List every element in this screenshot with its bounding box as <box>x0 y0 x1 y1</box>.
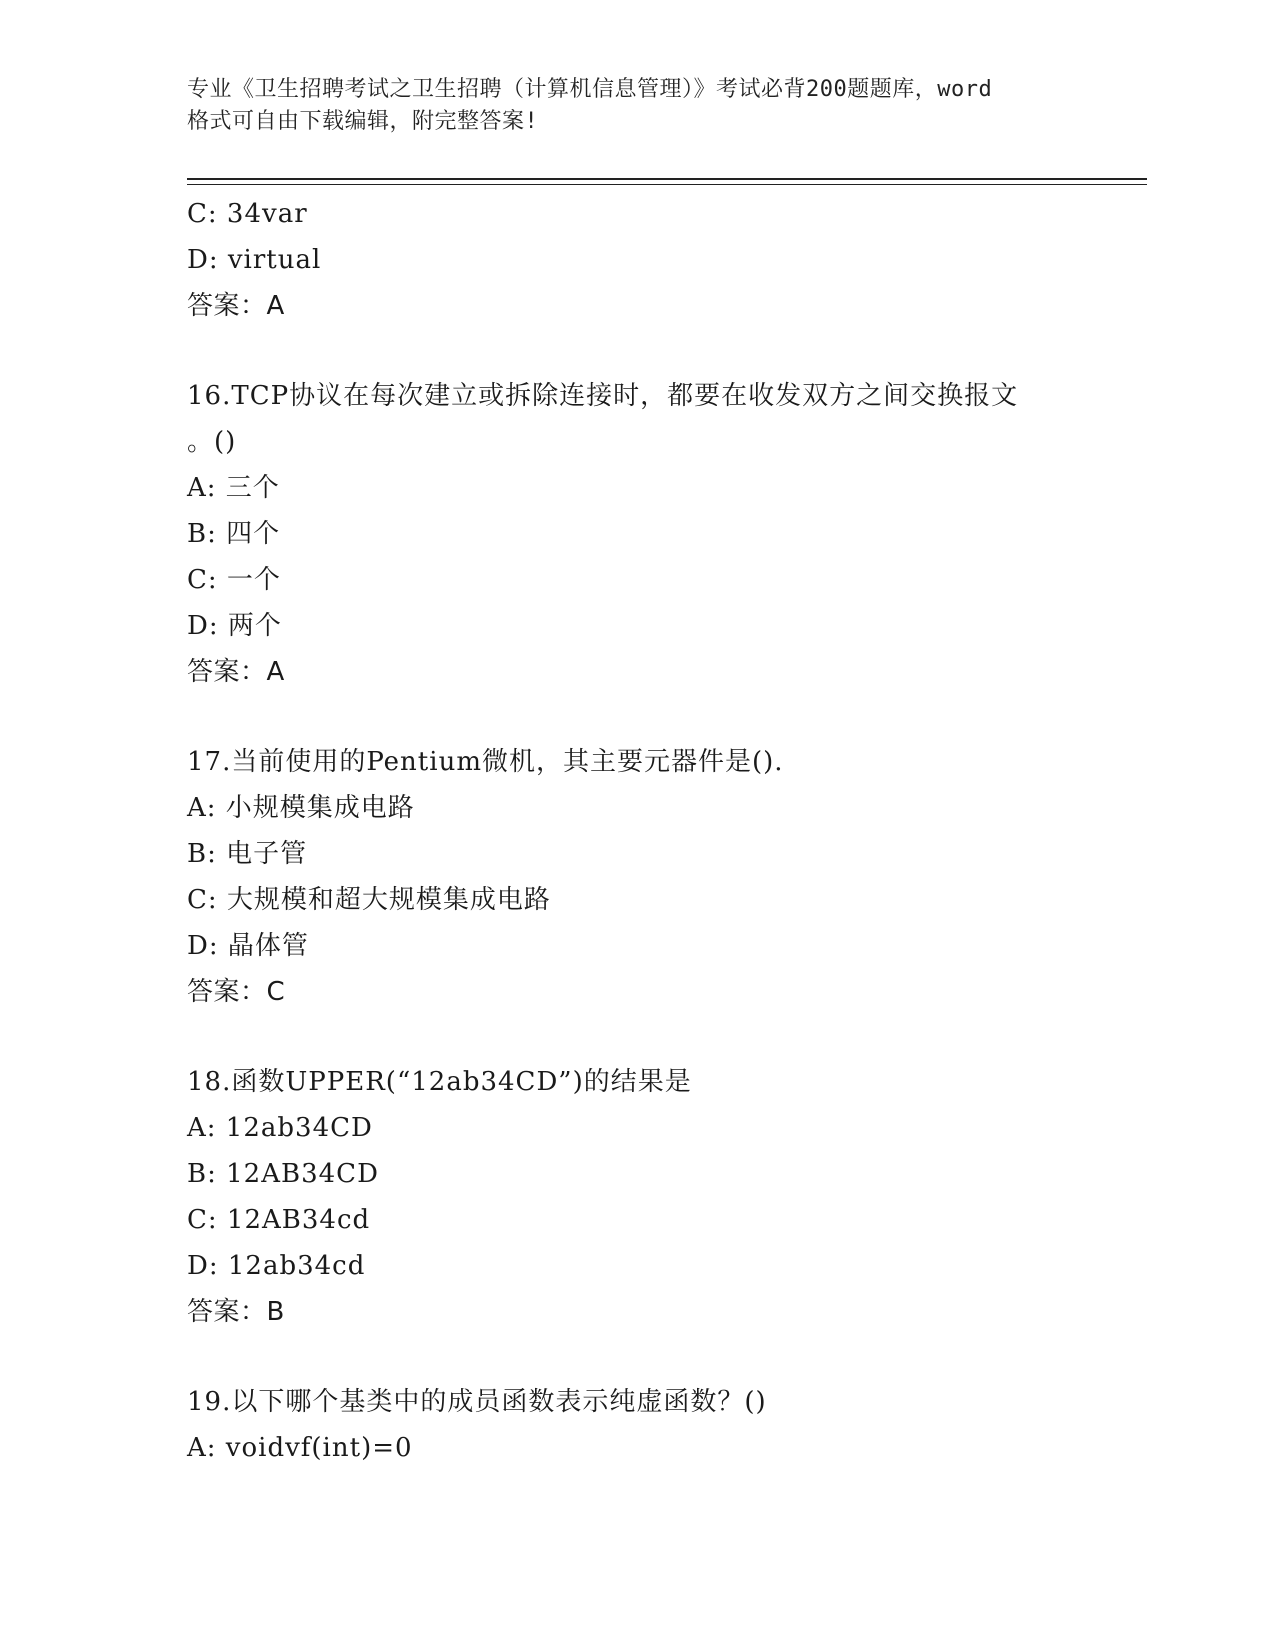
answer-line: 答案：B <box>187 1297 285 1327</box>
option-c: C: 一个 <box>187 565 281 595</box>
question-stem-continued: 。() <box>187 427 237 457</box>
question-17 <box>187 739 1147 1015</box>
option-d: D: virtual <box>187 245 322 275</box>
option-a: A: voidvf(int)=0 <box>187 1433 413 1463</box>
option-c: C: 34var <box>187 199 308 229</box>
option-d: D: 晶体管 <box>187 931 309 961</box>
question-stem: 18.函数UPPER(“12ab34CD”)的结果是 <box>187 1067 692 1097</box>
question-15-tail <box>187 191 1147 329</box>
question-stem: 16.TCP协议在每次建立或拆除连接时，都要在收发双方之间交换报文 <box>187 381 1019 411</box>
option-a: A: 12ab34CD <box>187 1113 373 1143</box>
answer-line: 答案：A <box>187 291 285 321</box>
document-header <box>187 74 1087 138</box>
question-stem: 17.当前使用的Pentium微机，其主要元器件是(). <box>187 747 784 777</box>
answer-line: 答案：A <box>187 657 285 687</box>
question-list <box>187 191 1147 1471</box>
option-d: D: 12ab34cd <box>187 1251 366 1281</box>
question-18 <box>187 1059 1147 1335</box>
header-line-1: 专业《卫生招聘考试之卫生招聘（计算机信息管理）》考试必背200题题库，word <box>187 77 993 102</box>
option-c: C: 12AB34cd <box>187 1205 371 1235</box>
option-d: D: 两个 <box>187 611 282 641</box>
header-divider-thin <box>187 184 1147 185</box>
option-a: A: 三个 <box>187 473 280 503</box>
option-b: B: 12AB34CD <box>187 1159 379 1189</box>
question-16 <box>187 373 1147 695</box>
question-stem: 19.以下哪个基类中的成员函数表示纯虚函数？() <box>187 1387 767 1417</box>
option-b: B: 电子管 <box>187 839 308 869</box>
option-a: A: 小规模集成电路 <box>187 793 415 823</box>
option-c: C: 大规模和超大规模集成电路 <box>187 885 551 915</box>
question-19 <box>187 1379 1147 1471</box>
answer-line: 答案：C <box>187 977 286 1007</box>
header-divider-thick <box>187 178 1147 180</box>
header-line-2: 格式可自由下载编辑，附完整答案! <box>187 109 539 134</box>
option-b: B: 四个 <box>187 519 281 549</box>
